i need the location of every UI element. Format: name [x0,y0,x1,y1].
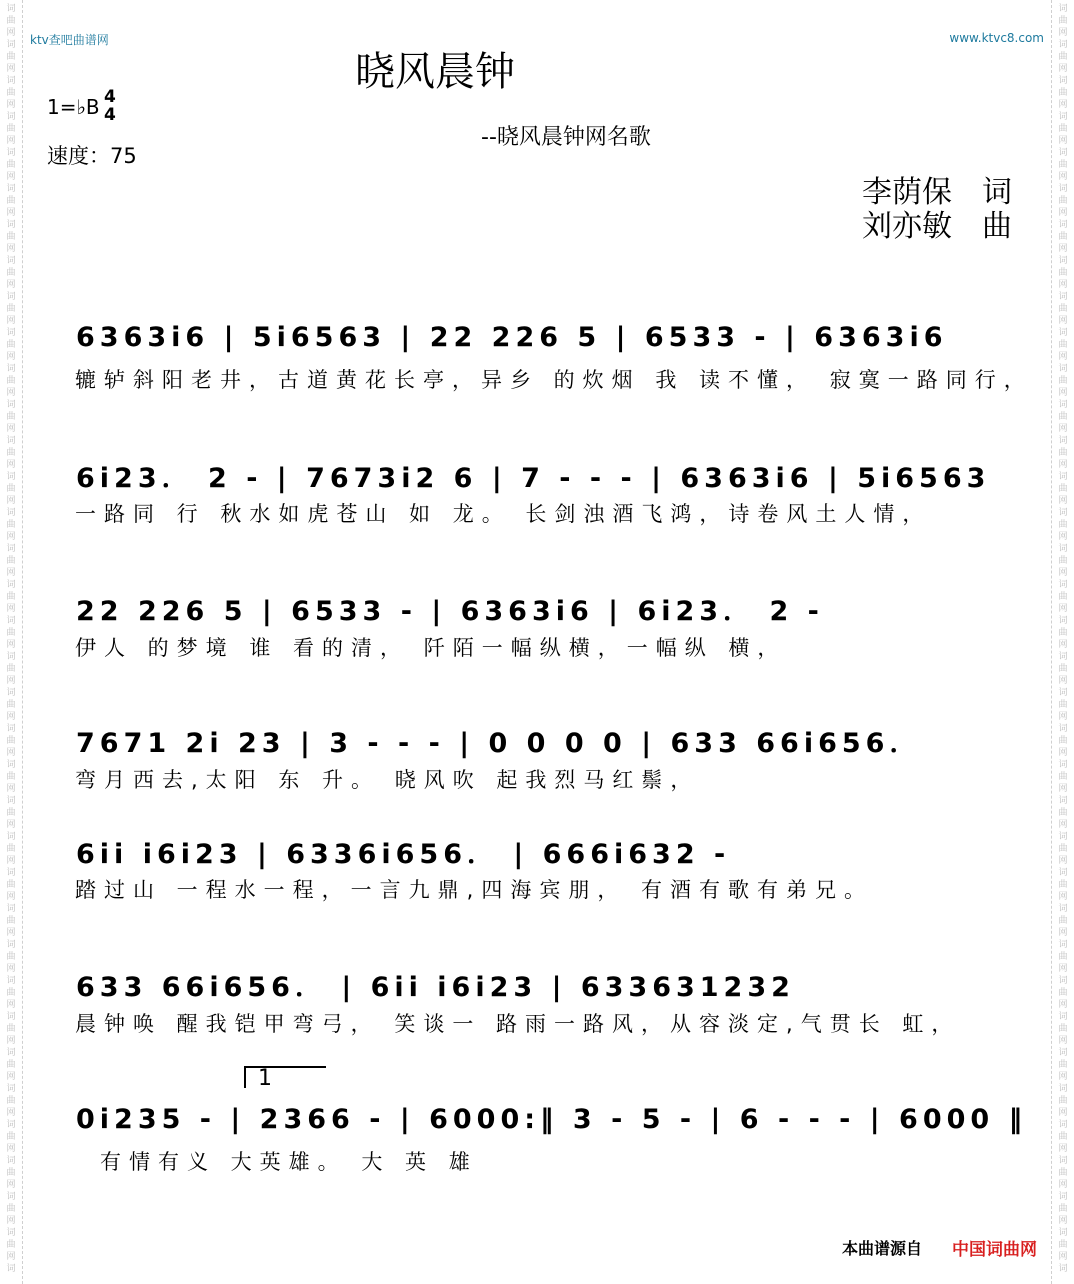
watermark-glyph: 曲 [6,1240,16,1250]
watermark-glyph: 网 [1058,676,1068,686]
watermark-glyph: 词 [1058,724,1068,734]
watermark-glyph: 网 [1058,280,1068,290]
watermark-glyph: 词 [1058,436,1068,446]
watermark-glyph: 词 [1058,40,1068,50]
watermark-glyph: 网 [1058,352,1068,362]
watermark-glyph: 网 [1058,316,1068,326]
watermark-glyph: 词 [6,760,16,770]
watermark-glyph: 网 [6,1036,16,1046]
watermark-glyph: 网 [6,1216,16,1226]
watermark-glyph: 词 [1058,616,1068,626]
score-row-1 [70,316,1030,356]
watermark-glyph: 网 [1058,1072,1068,1082]
watermark-glyph: 词 [1058,580,1068,590]
watermark-glyph: 曲 [6,772,16,782]
watermark-glyph: 词 [1058,1192,1068,1202]
notes-row-7: 0i235 - | 2366 - | 6000:‖ 3 - 5 - | 6 - - - | 6000 ‖ [76,1104,1028,1135]
site-url-right: www.ktvc8.com [949,31,1044,45]
watermark-glyph: 词 [6,580,16,590]
watermark-glyph: 词 [6,220,16,230]
watermark-glyph: 词 [6,1228,16,1238]
lyrics-row-1: 辘轳斜阳老井，古道黄花长亭，异乡 的炊烟 我 读不懂， 寂寞一路同行， [75,368,1033,392]
watermark-glyph: 词 [1058,328,1068,338]
watermark-glyph: 网 [6,172,16,182]
watermark-glyph: 词 [1058,76,1068,86]
watermark-glyph: 曲 [1058,628,1068,638]
watermark-glyph: 网 [1058,748,1068,758]
watermark-glyph: 曲 [1058,340,1068,350]
watermark-glyph: 网 [1058,1180,1068,1190]
watermark-glyph: 网 [6,280,16,290]
watermark-glyph: 网 [1058,712,1068,722]
right-watermark-strip [1051,0,1074,1284]
watermark-glyph: 词 [6,1012,16,1022]
score-row-7 [70,1098,1030,1138]
score-row-5 [70,826,1030,870]
watermark-glyph: 词 [6,1048,16,1058]
watermark-glyph: 网 [1058,424,1068,434]
watermark-glyph: 曲 [6,376,16,386]
watermark-glyph: 曲 [6,160,16,170]
lyrics-row-5: 踏过山 一程水一程，一言九鼎,四海宾朋， 有酒有歌有弟兄。 [75,878,874,902]
composer-credit: 刘亦敏 曲 [862,209,1012,244]
watermark-glyph: 网 [1058,388,1068,398]
watermark-glyph: 网 [6,928,16,938]
watermark-glyph: 词 [6,940,16,950]
watermark-glyph: 词 [1058,292,1068,302]
watermark-glyph: 曲 [1058,160,1068,170]
watermark-glyph: 曲 [6,520,16,530]
watermark-glyph: 网 [6,964,16,974]
watermark-glyph: 曲 [1058,808,1068,818]
watermark-glyph: 词 [1058,760,1068,770]
watermark-glyph: 网 [1058,136,1068,146]
watermark-glyph: 网 [1058,1144,1068,1154]
watermark-glyph: 曲 [6,1024,16,1034]
watermark-glyph: 网 [1058,1252,1068,1262]
watermark-glyph: 网 [6,136,16,146]
watermark-glyph: 词 [1058,652,1068,662]
score-row-6 [70,959,1030,1003]
watermark-glyph: 词 [1058,112,1068,122]
watermark-glyph: 网 [1058,856,1068,866]
watermark-glyph: 曲 [6,880,16,890]
watermark-glyph: 曲 [1058,556,1068,566]
watermark-glyph: 曲 [1058,1060,1068,1070]
watermark-glyph: 网 [1058,928,1068,938]
watermark-glyph: 曲 [6,196,16,206]
watermark-glyph: 曲 [6,808,16,818]
watermark-glyph: 词 [1058,1084,1068,1094]
watermark-glyph: 网 [1058,28,1068,38]
watermark-glyph: 网 [6,640,16,650]
lyrics-row-2: 一路同 行 秋水如虎苍山 如 龙。 长剑浊酒飞鸿，诗卷风土人情， [75,502,932,526]
watermark-glyph: 曲 [1058,196,1068,206]
watermark-glyph: 网 [6,496,16,506]
watermark-glyph: 词 [1058,364,1068,374]
watermark-glyph: 曲 [6,88,16,98]
watermark-glyph: 曲 [6,1132,16,1142]
score-row-4 [70,715,1030,759]
watermark-glyph: 词 [1058,1156,1068,1166]
watermark-glyph: 曲 [1058,124,1068,134]
watermark-glyph: 词 [1058,1012,1068,1022]
watermark-glyph: 曲 [6,628,16,638]
watermark-glyph: 网 [6,568,16,578]
watermark-glyph: 词 [6,832,16,842]
notes-row-6: 633 66i656． | 6ii i6i23 | 633631232 [76,972,795,1003]
watermark-glyph: 曲 [1058,1132,1068,1142]
watermark-glyph: 网 [6,28,16,38]
watermark-glyph: 词 [6,1156,16,1166]
watermark-glyph: 网 [1058,1000,1068,1010]
watermark-glyph: 曲 [6,952,16,962]
watermark-glyph: 词 [1058,256,1068,266]
watermark-glyph: 词 [1058,544,1068,554]
watermark-glyph: 网 [6,424,16,434]
watermark-glyph: 曲 [1058,592,1068,602]
watermark-glyph: 词 [6,724,16,734]
watermark-glyph: 曲 [6,448,16,458]
watermark-glyph: 网 [1058,892,1068,902]
watermark-glyph: 网 [6,892,16,902]
watermark-glyph: 词 [1058,220,1068,230]
watermark-glyph: 网 [1058,496,1068,506]
watermark-glyph: 词 [6,472,16,482]
watermark-glyph: 词 [6,400,16,410]
watermark-glyph: 网 [6,676,16,686]
watermark-glyph: 曲 [1058,736,1068,746]
watermark-glyph: 网 [1058,1216,1068,1226]
watermark-glyph: 曲 [1058,376,1068,386]
watermark-glyph: 词 [1058,976,1068,986]
watermark-glyph: 曲 [6,304,16,314]
watermark-glyph: 曲 [6,916,16,926]
watermark-glyph: 词 [1058,832,1068,842]
watermark-glyph: 曲 [1058,232,1068,242]
watermark-glyph: 词 [1058,904,1068,914]
volta-bracket [244,1066,326,1088]
watermark-glyph: 词 [6,652,16,662]
watermark-glyph: 词 [1058,148,1068,158]
watermark-glyph: 词 [6,436,16,446]
watermark-glyph: 网 [6,748,16,758]
watermark-glyph: 词 [6,796,16,806]
watermark-glyph: 网 [6,784,16,794]
watermark-glyph: 词 [1058,688,1068,698]
watermark-glyph: 词 [6,1192,16,1202]
watermark-glyph: 曲 [6,268,16,278]
watermark-glyph: 网 [6,460,16,470]
watermark-glyph: 曲 [6,412,16,422]
watermark-glyph: 网 [6,856,16,866]
watermark-glyph: 词 [1058,1048,1068,1058]
watermark-glyph: 网 [1058,640,1068,650]
watermark-glyph: 词 [6,364,16,374]
song-subtitle: --晓风晨钟网名歌 [481,125,651,150]
watermark-glyph: 曲 [1058,988,1068,998]
watermark-glyph: 词 [6,508,16,518]
watermark-glyph: 曲 [1058,448,1068,458]
notes-row-5: 6ii i6i23 | 6336i656． | 666i632 - [76,839,731,870]
watermark-glyph: 曲 [1058,16,1068,26]
watermark-glyph: 网 [6,604,16,614]
watermark-glyph: 曲 [1058,844,1068,854]
watermark-glyph: 曲 [6,1168,16,1178]
watermark-glyph: 网 [1058,460,1068,470]
watermark-glyph: 曲 [6,232,16,242]
watermark-glyph: 曲 [1058,52,1068,62]
watermark-glyph: 网 [6,532,16,542]
watermark-glyph: 网 [1058,784,1068,794]
watermark-glyph: 网 [1058,964,1068,974]
watermark-glyph: 词 [1058,400,1068,410]
watermark-glyph: 网 [6,1072,16,1082]
notes-row-2: 6i23． 2 - | 7673i2 6 | 7 - - - | 6363i6 | 5i6563 [76,463,991,494]
watermark-glyph: 曲 [1058,772,1068,782]
notes-row-3: 22 226 5 | 6533 - | 6363i6 | 6i23． 2 - [76,596,824,627]
watermark-glyph: 词 [6,1264,16,1274]
notes-row-4: 7671 2i 23 | 3 - - - | 0 0 0 0 | 633 66i656． [76,728,922,759]
watermark-glyph: 词 [1058,472,1068,482]
score-row-3 [70,583,1030,627]
watermark-glyph: 网 [1058,172,1068,182]
watermark-glyph: 网 [6,820,16,830]
watermark-glyph: 曲 [6,1204,16,1214]
watermark-glyph: 词 [6,184,16,194]
watermark-glyph: 网 [1058,208,1068,218]
watermark-glyph: 网 [6,1252,16,1262]
volta-number: 1 [258,1066,272,1091]
footer-brand-name: 中国词曲网 [952,1240,1037,1260]
watermark-glyph: 词 [6,1120,16,1130]
tempo-marking: 速度：75 [47,144,137,168]
watermark-glyph: 曲 [1058,700,1068,710]
watermark-glyph: 词 [1058,4,1068,14]
watermark-glyph: 网 [1058,820,1068,830]
lyrics-row-6: 晨钟唤 醒我铠甲弯弓， 笑谈一 路雨一路风，从容淡定,气贯长 虹， [75,1012,961,1036]
watermark-glyph: 网 [1058,568,1068,578]
left-watermark-strip [0,0,23,1284]
watermark-glyph: 词 [6,112,16,122]
watermark-glyph: 曲 [1058,664,1068,674]
watermark-glyph: 曲 [1058,952,1068,962]
watermark-glyph: 曲 [1058,1240,1068,1250]
lyrics-row-4: 弯月西去,太阳 东 升。 晓风吹 起我烈马红鬃， [75,768,700,792]
watermark-glyph: 曲 [6,484,16,494]
watermark-glyph: 词 [1058,940,1068,950]
watermark-glyph: 词 [1058,796,1068,806]
watermark-glyph: 曲 [6,16,16,26]
watermark-glyph: 词 [6,868,16,878]
meter-top: 4 [104,87,116,107]
watermark-glyph: 词 [1058,508,1068,518]
watermark-glyph: 曲 [6,1060,16,1070]
watermark-glyph: 曲 [6,736,16,746]
watermark-glyph: 曲 [6,340,16,350]
watermark-glyph: 词 [6,688,16,698]
watermark-glyph: 词 [6,328,16,338]
watermark-glyph: 曲 [6,592,16,602]
watermark-glyph: 曲 [6,124,16,134]
watermark-glyph: 词 [6,976,16,986]
notes-row-1: 6363i6 | 5i6563 | 22 226 5 | 6533 - | 6363i6 [76,322,948,353]
watermark-glyph: 网 [6,1108,16,1118]
watermark-glyph: 曲 [1058,880,1068,890]
time-signature [104,88,116,124]
watermark-glyph: 曲 [6,52,16,62]
watermark-glyph: 词 [1058,1264,1068,1274]
watermark-glyph: 网 [1058,64,1068,74]
watermark-glyph: 网 [1058,1108,1068,1118]
watermark-glyph: 曲 [6,700,16,710]
watermark-glyph: 网 [6,100,16,110]
watermark-glyph: 词 [6,904,16,914]
watermark-glyph: 词 [6,76,16,86]
watermark-glyph: 词 [1058,1228,1068,1238]
watermark-glyph: 词 [6,4,16,14]
watermark-glyph: 网 [1058,1036,1068,1046]
watermark-glyph: 曲 [6,556,16,566]
watermark-glyph: 网 [1058,604,1068,614]
watermark-glyph: 曲 [1058,1024,1068,1034]
key-signature: 1=♭B [47,95,100,119]
watermark-glyph: 词 [6,292,16,302]
site-name-left: ktv查吧曲谱网 [30,33,109,47]
watermark-glyph: 曲 [1058,484,1068,494]
watermark-glyph: 曲 [6,844,16,854]
watermark-glyph: 曲 [6,1096,16,1106]
lyricist-credit: 李荫保 词 [862,175,1012,210]
watermark-glyph: 网 [6,64,16,74]
watermark-glyph: 词 [1058,1120,1068,1130]
lyrics-row-3: 伊人 的梦境 谁 看的清， 阡陌一幅纵横，一幅纵 横， [75,636,787,660]
watermark-glyph: 曲 [6,988,16,998]
watermark-glyph: 网 [6,1000,16,1010]
watermark-glyph: 网 [6,1144,16,1154]
watermark-glyph: 词 [6,544,16,554]
lyrics-row-7: 有情有义 大英雄。 大 英 雄 [100,1150,478,1174]
watermark-glyph: 网 [6,388,16,398]
watermark-glyph: 曲 [1058,1168,1068,1178]
watermark-glyph: 曲 [1058,1204,1068,1214]
watermark-glyph: 网 [1058,100,1068,110]
watermark-glyph: 曲 [1058,268,1068,278]
watermark-glyph: 网 [6,244,16,254]
watermark-glyph: 词 [6,1084,16,1094]
watermark-glyph: 网 [1058,244,1068,254]
watermark-glyph: 曲 [1058,304,1068,314]
watermark-glyph: 词 [1058,868,1068,878]
watermark-glyph: 网 [6,1180,16,1190]
meter-bottom: 4 [104,105,116,125]
watermark-glyph: 曲 [6,664,16,674]
score-row-2 [70,450,1030,494]
watermark-glyph: 词 [6,256,16,266]
watermark-glyph: 词 [6,148,16,158]
watermark-glyph: 曲 [1058,88,1068,98]
footer-source-label: 本曲谱源自 [842,1239,923,1258]
watermark-glyph: 曲 [1058,412,1068,422]
song-title: 晓风晨钟 [355,49,515,95]
watermark-glyph: 网 [1058,532,1068,542]
watermark-glyph: 网 [6,316,16,326]
watermark-glyph: 词 [6,40,16,50]
watermark-glyph: 网 [6,208,16,218]
watermark-glyph: 词 [1058,184,1068,194]
watermark-glyph: 网 [6,352,16,362]
watermark-glyph: 曲 [1058,520,1068,530]
watermark-glyph: 曲 [1058,1096,1068,1106]
watermark-glyph: 词 [6,616,16,626]
watermark-glyph: 曲 [1058,916,1068,926]
watermark-glyph: 网 [6,712,16,722]
